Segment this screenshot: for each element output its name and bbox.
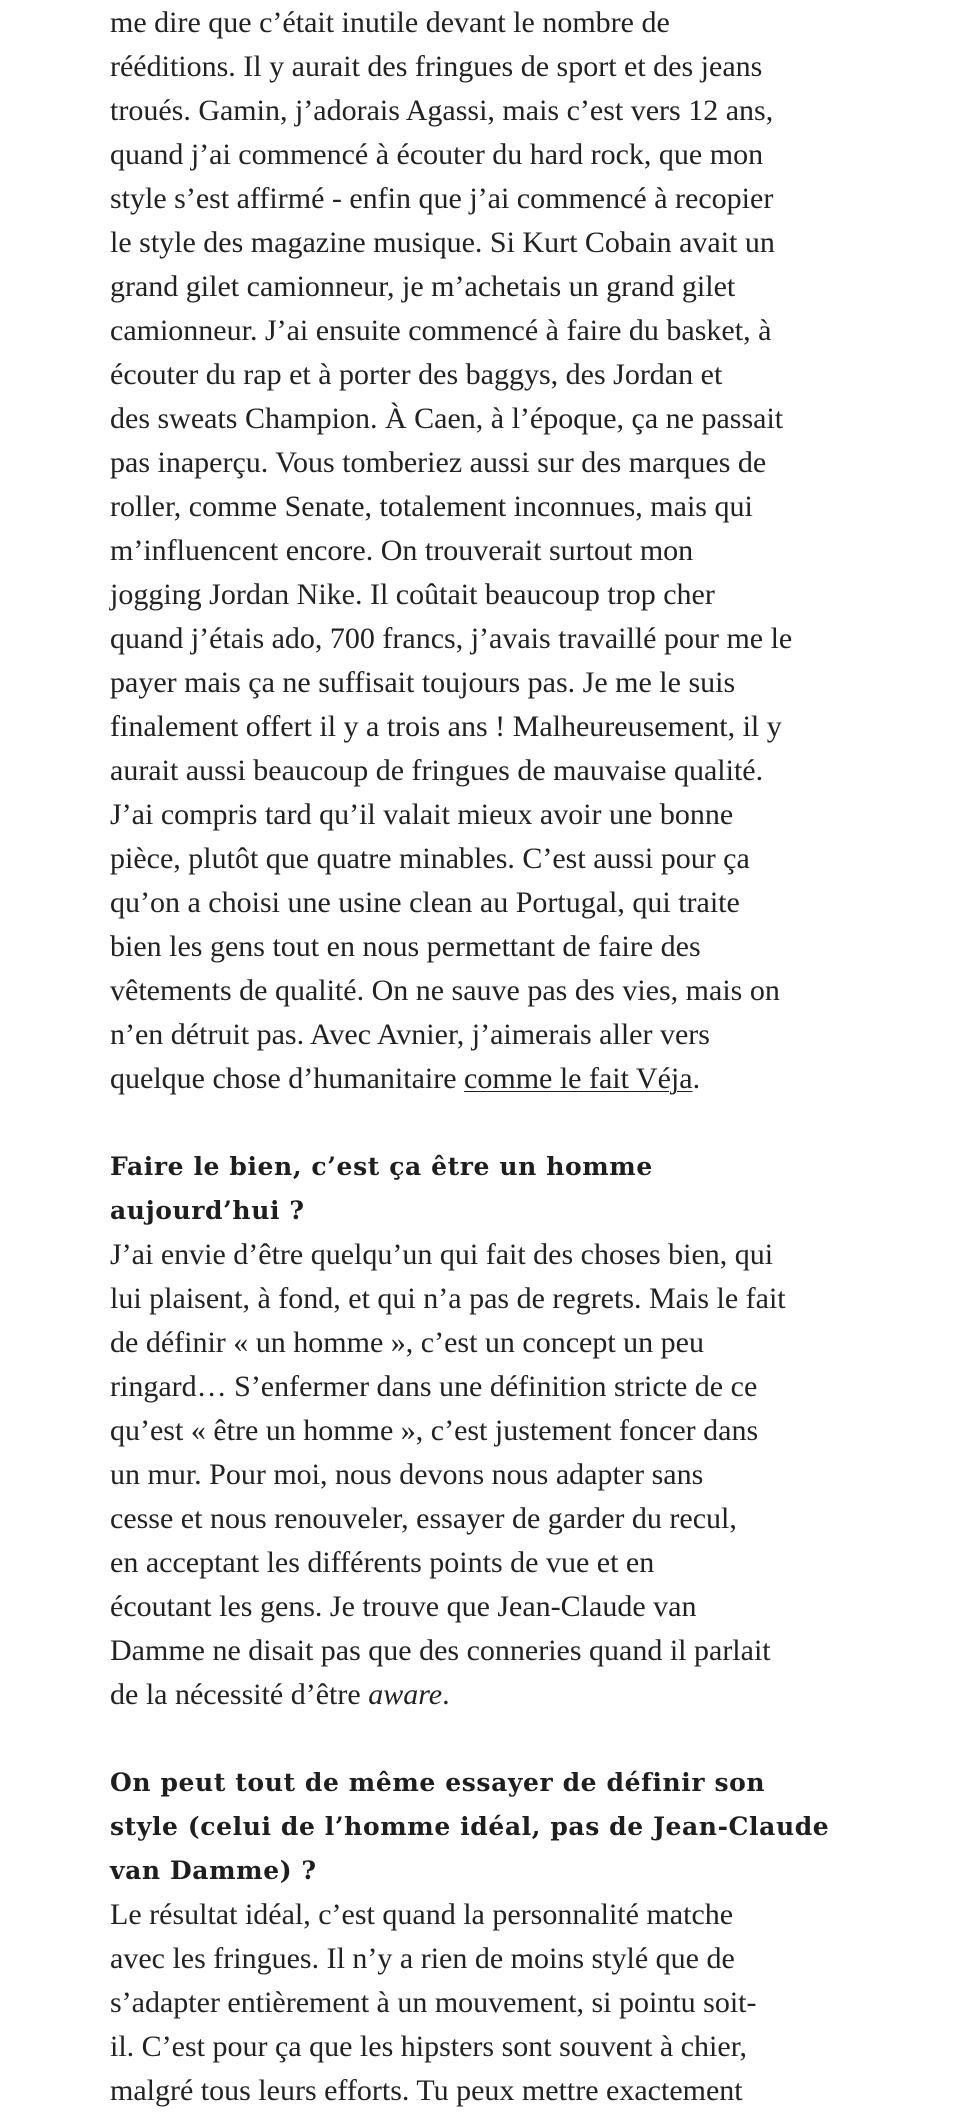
section-heading xyxy=(110,1145,890,1233)
paragraph xyxy=(110,1,890,1101)
text-segment: quelque chose d’humanitaire xyxy=(110,1062,465,1095)
text-line: Le résultat idéal, c’est quand la personnalité matche xyxy=(110,1898,734,1931)
text-line: pas inaperçu. Vous tomberiez aussi sur des marques de xyxy=(110,446,767,479)
paragraph xyxy=(110,1233,890,1717)
text-line: Damme ne disait pas que des conneries quand il parlait xyxy=(110,1634,771,1667)
text-line: rééditions. Il y aurait des fringues de sport et des jeans xyxy=(110,50,763,83)
section-heading xyxy=(110,1761,890,1893)
text-line: grand gilet camionneur, je m’achetais un grand gilet xyxy=(110,270,736,303)
paragraph xyxy=(110,1893,890,2113)
text-line: aurait aussi beaucoup de fringues de mauvaise qualité. xyxy=(110,754,764,787)
text-line: roller, comme Senate, totalement inconnues, mais qui xyxy=(110,490,753,523)
text-line: il. C’est pour ça que les hipsters sont souvent à chier, xyxy=(110,2030,747,2063)
text-line: camionneur. J’ai ensuite commencé à faire du basket, à xyxy=(110,314,772,347)
text-line: payer mais ça ne suffisait toujours pas. Je me le suis xyxy=(110,666,736,699)
text-line: de définir « un homme », c’est un concept un peu xyxy=(110,1326,704,1359)
text-line: avec les fringues. Il n’y a rien de moins stylé que de xyxy=(110,1942,735,1975)
text-line xyxy=(110,1057,890,1101)
text-line xyxy=(110,1673,890,1717)
text-line: cesse et nous renouveler, essayer de garder du recul, xyxy=(110,1502,737,1535)
text-line: ringard… S’enfermer dans une définition stricte de ce xyxy=(110,1370,758,1403)
text-line: s’adapter entièrement à un mouvement, si pointu soit- xyxy=(110,1986,757,2019)
text-line: un mur. Pour moi, nous devons nous adapter sans xyxy=(110,1458,704,1491)
text-line: quand j’étais ado, 700 francs, j’avais travaillé pour me le xyxy=(110,622,793,655)
text-line: aujourd’hui ? xyxy=(110,1196,305,1225)
text-line: lui plaisent, à fond, et qui n’a pas de regrets. Mais le fait xyxy=(110,1282,786,1315)
text-line: style (celui de l’homme idéal, pas de Jean-Claude xyxy=(110,1812,830,1841)
text-line: jogging Jordan Nike. Il coûtait beaucoup trop cher xyxy=(110,578,715,611)
text-line: le style des magazine musique. Si Kurt Cobain avait un xyxy=(110,226,775,259)
text-segment: . xyxy=(692,1062,701,1095)
text-line: n’en détruit pas. Avec Avnier, j’aimerais aller vers xyxy=(110,1018,710,1051)
text-line: me dire que c’était inutile devant le nombre de xyxy=(110,6,670,39)
text-line: qu’on a choisi une usine clean au Portugal, qui traite xyxy=(110,886,740,919)
text-line: qu’est « être un homme », c’est justement foncer dans xyxy=(110,1414,759,1447)
text-line: style s’est affirmé - enfin que j’ai commencé à recopier xyxy=(110,182,774,215)
text-line: On peut tout de même essayer de définir son xyxy=(110,1768,766,1797)
italic-text: aware xyxy=(368,1678,443,1711)
text-line: Faire le bien, c’est ça être un homme xyxy=(110,1152,653,1181)
text-line: troués. Gamin, j’adorais Agassi, mais c’est vers 12 ans, xyxy=(110,94,774,127)
text-line: vêtements de qualité. On ne sauve pas des vies, mais on xyxy=(110,974,780,1007)
text-line: écouter du rap et à porter des baggys, des Jordan et xyxy=(110,358,723,391)
inline-link[interactable]: comme le fait Véja xyxy=(464,1062,693,1095)
text-line: bien les gens tout en nous permettant de faire des xyxy=(110,930,701,963)
text-line: J’ai compris tard qu’il valait mieux avoir une bonne xyxy=(110,798,734,831)
article-body xyxy=(110,1,890,2113)
text-line: m’influencent encore. On trouverait surtout mon xyxy=(110,534,694,567)
text-line: des sweats Champion. À Caen, à l’époque, ça ne passait xyxy=(110,402,784,435)
text-line: écoutant les gens. Je trouve que Jean-Claude van xyxy=(110,1590,697,1623)
text-line: quand j’ai commencé à écouter du hard rock, que mon xyxy=(110,138,764,171)
text-line: malgré tous leurs efforts. Tu peux mettre exactement xyxy=(110,2074,743,2107)
text-line: finalement offert il y a trois ans ! Malheureusement, il y xyxy=(110,710,782,743)
text-segment: de la nécessité d’être xyxy=(110,1678,369,1711)
text-line: en acceptant les différents points de vue et en xyxy=(110,1546,655,1579)
text-line: J’ai envie d’être quelqu’un qui fait des choses bien, qui xyxy=(110,1238,774,1271)
text-line: pièce, plutôt que quatre minables. C’est aussi pour ça xyxy=(110,842,750,875)
text-line: van Damme) ? xyxy=(110,1856,317,1885)
text-segment: . xyxy=(442,1678,450,1711)
